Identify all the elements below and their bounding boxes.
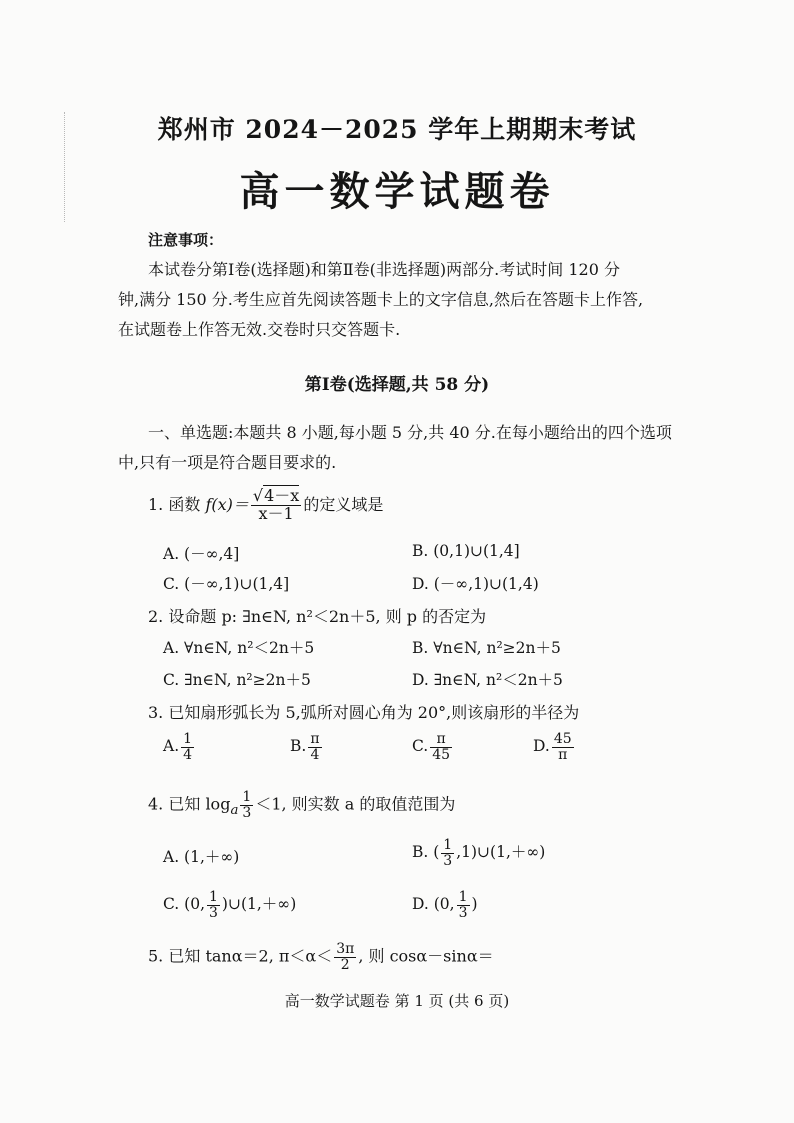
q3-d-num: 45: [553, 731, 572, 747]
q3-c-fraction: [430, 732, 452, 762]
q4-num: 1: [242, 789, 252, 805]
q3-option-a: [163, 732, 196, 762]
q5-prefix: 5. 已知 tanα＝2, π＜α＜: [148, 946, 333, 966]
q4-option-d: [412, 890, 478, 920]
q4-d-num: 1: [458, 889, 468, 905]
question-2: 2. 设命题 p: ∃n∈N, n²＜2n＋5, 则 p 的否定为: [148, 607, 487, 626]
q5-suffix: , 则 cosα－sinα＝: [358, 946, 494, 966]
q4-option-a: A. (1,＋∞): [163, 848, 240, 866]
q2-option-d: D. ∃n∈N, n²＜2n＋5: [412, 671, 563, 689]
q4-b-fraction: [441, 838, 454, 868]
q4-log-base: a: [230, 802, 239, 818]
q4-d-fraction: [457, 890, 470, 920]
q1-function: f(x)＝: [205, 494, 249, 514]
q3-c-den: 45: [432, 746, 451, 763]
q4-c-fraction: [207, 890, 220, 920]
q3-option-c: [412, 732, 454, 762]
q4-c-post: )∪(1,＋∞): [221, 895, 297, 914]
q3-option-d: [533, 732, 576, 762]
q3-a-fraction: [181, 732, 194, 762]
q3-option-b: [290, 732, 324, 762]
q4-c-den: 3: [209, 904, 218, 921]
q1-option-b: B. (0,1)∪(1,4]: [412, 542, 520, 560]
q3-b-num: π: [310, 731, 320, 747]
q3-c-label: C.: [412, 737, 429, 756]
q4-b-num: 1: [443, 837, 453, 853]
q1-prefix: 1. 函数: [148, 494, 206, 514]
q2-option-a: A. ∀n∈N, n²＜2n＋5: [163, 639, 315, 657]
exam-title: 郑州市 2024－2025 学年上期期末考试: [157, 115, 637, 144]
q3-d-den: π: [558, 746, 568, 763]
q4-suffix: ＜1, 则实数 a 的取值范围为: [255, 794, 456, 814]
q3-b-fraction: [308, 732, 321, 762]
q5-num: 3π: [336, 941, 355, 957]
q1-numerator: 4－x: [264, 486, 300, 505]
q3-d-label: D.: [533, 737, 550, 756]
q3-c-num: π: [430, 732, 452, 748]
q4-c-pre: C. (0,: [163, 895, 205, 914]
question-3: 3. 已知扇形弧长为 5,弧所对圆心角为 20°,则该扇形的半径为: [148, 703, 580, 722]
q1-denominator: x－1: [258, 503, 294, 523]
q3-b-den: 4: [310, 746, 320, 763]
q3-a-den: 4: [183, 746, 193, 763]
section-title: 第Ⅰ卷(选择题,共 58 分): [304, 375, 490, 395]
q2-option-c: C. ∃n∈N, n²≥2n＋5: [163, 671, 311, 689]
part1-heading-line-1: 一、单选题:本题共 8 小题,每小题 5 分,共 40 分.在每小题给出的四个选项: [148, 423, 672, 442]
question-5: [148, 942, 494, 972]
question-4: [148, 790, 455, 820]
q3-a-num: 1: [183, 731, 193, 747]
q4-b-post: ,1)∪(1,＋∞): [456, 843, 546, 862]
q1-fraction: $\frac{√4-x}{x-1}$: [252, 486, 300, 523]
q4-b-den: 3: [443, 852, 453, 869]
q2-option-b: B. ∀n∈N, n²≥2n＋5: [412, 639, 561, 657]
q1-suffix: 的定义域是: [303, 494, 384, 514]
q4-den: 3: [242, 804, 252, 821]
page-footer: 高一数学试题卷 第 1 页 (共 6 页): [284, 992, 510, 1010]
q5-den: 2: [340, 956, 350, 973]
notice-title: 注意事项：: [148, 231, 224, 249]
q1-option-d: D. (－∞,1)∪(1,4): [412, 575, 539, 593]
q3-a-label: A.: [163, 737, 180, 756]
notice-line-1: 本试卷分第Ⅰ卷(选择题)和第Ⅱ卷(非选择题)两部分.考试时间 120 分: [148, 260, 620, 279]
q4-option-c: [163, 890, 296, 920]
q4-option-b: [412, 838, 545, 868]
q3-b-label: B.: [290, 737, 307, 756]
q4-d-den: 3: [458, 904, 468, 921]
q1-option-a: A. (－∞,4]: [163, 545, 240, 563]
q4-prefix: 4. 已知 log: [148, 794, 231, 814]
question-1: [148, 488, 383, 523]
q1-option-c: C. (－∞,1)∪(1,4]: [163, 575, 290, 593]
q4-fraction: [240, 790, 253, 820]
q4-d-pre: D. (0,: [412, 895, 455, 914]
q3-d-fraction: [552, 732, 574, 762]
q4-d-post: ): [471, 895, 478, 914]
q4-c-num: 1: [209, 889, 218, 905]
q5-fraction: [334, 942, 356, 972]
part1-heading-line-2: 中,只有一项是符合题目要求的.: [118, 453, 337, 472]
q4-b-pre: B. (: [412, 843, 440, 862]
notice-line-3: 在试题卷上作答无效.交卷时只交答题卡.: [118, 320, 401, 339]
paper-title: 高一数学试题卷: [239, 168, 555, 215]
notice-line-2: 钟,满分 150 分.考生应首先阅读答题卡上的文字信息,然后在答题卡上作答,: [118, 290, 644, 309]
